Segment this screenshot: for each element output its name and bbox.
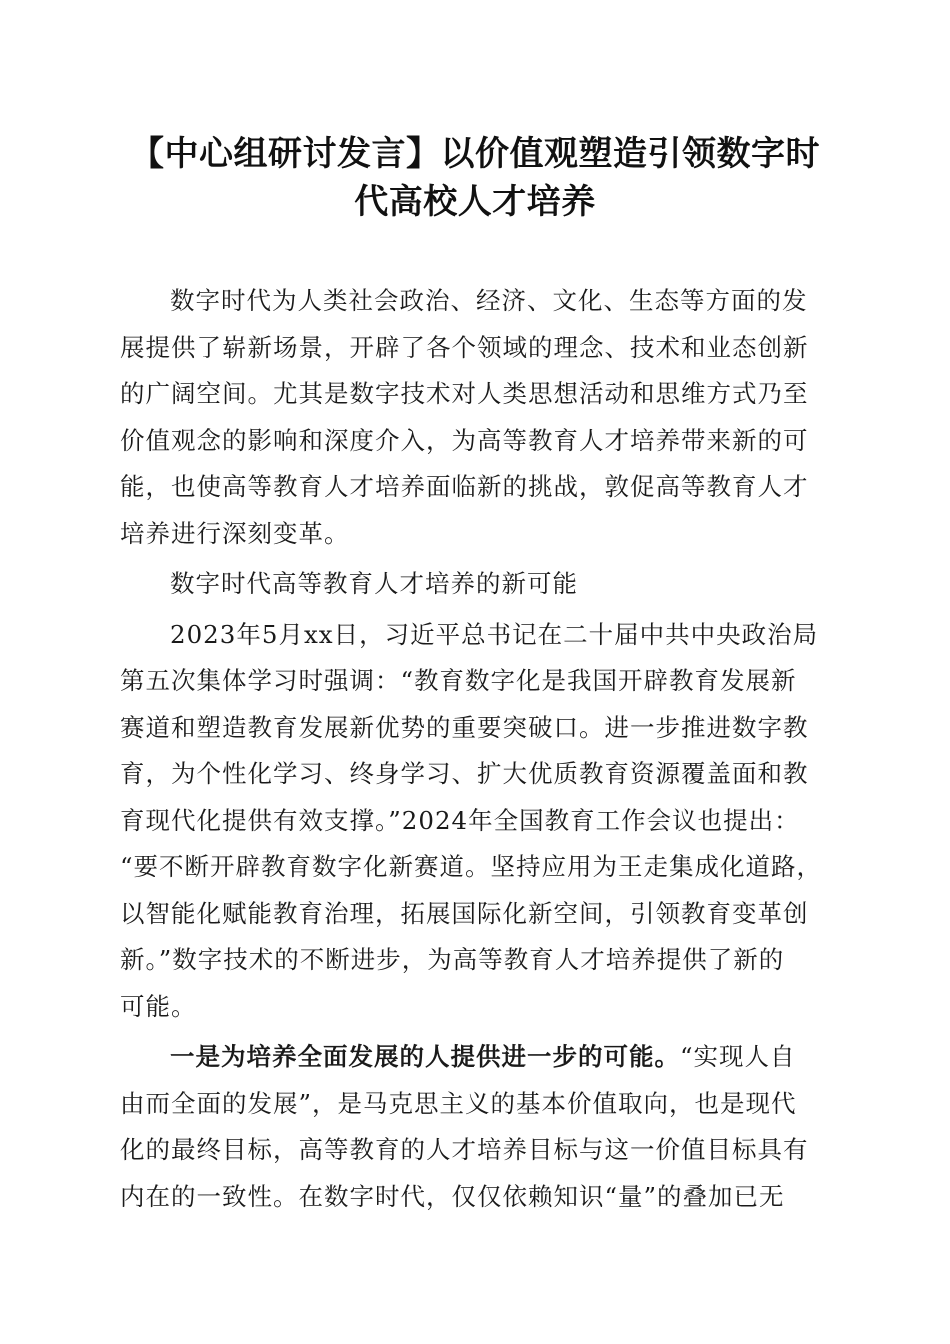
paragraph-policy [120, 612, 832, 1031]
section-heading-text: 数字时代高等教育人才培养的新可能 [170, 569, 578, 598]
paragraph-line: 可能。 [120, 991, 197, 1021]
paragraph-line [120, 1034, 832, 1081]
paragraph-line: 价值观念的影响和深度介入，为高等教育人才培养带来新的可 [120, 425, 809, 455]
paragraph-line: 数字时代为人类社会政治、经济、文化、生态等方面的发 [170, 286, 808, 315]
paragraph-line: 由而全面的发展”，是马克思主义的基本价值取向，也是现代 [120, 1088, 797, 1118]
title-line: 【中心组研讨发言】以价值观塑造引领数字时 [130, 134, 820, 174]
paragraph-lead-bold: 一是为培养全面发展的人提供进一步的可能。 [170, 1042, 680, 1071]
paragraph-line: 的广阔空间。尤其是数字技术对人类思想活动和思维方式乃至 [120, 379, 809, 408]
paragraph-line: 赛道和塑造教育发展新优势的重要突破口。进一步推进数字教 [120, 712, 809, 742]
paragraph-line: 内在的一致性。在数字时代，仅仅依赖知识“量”的叠加已无 [120, 1181, 785, 1211]
paragraph-line: 化的最终目标，高等教育的人才培养目标与这一价值目标具有 [120, 1135, 809, 1164]
paragraph-line-rest: “实现人自 [680, 1042, 796, 1071]
paragraph-point-one [120, 1034, 832, 1220]
section-heading [120, 561, 832, 608]
paragraph-line: 培养进行深刻变革。 [120, 518, 350, 548]
paragraph-line: 能，也使高等教育人才培养面临新的挑战，敦促高等教育人才 [120, 472, 809, 501]
paragraph-intro [120, 278, 832, 557]
paragraph-line: 育现代化提供有效支撑。”2024年全国教育工作会议也提出： [120, 805, 800, 835]
paragraph-line: 展提供了崭新场景，开辟了各个领域的理念、技术和业态创新 [120, 332, 809, 362]
paragraph-line: 新。”数字技术的不断进步，为高等教育人才培养提供了新的 [120, 945, 785, 974]
paragraph-line: 2023年5月xx日，习近平总书记在二十届中共中央政治局 [170, 619, 819, 649]
paragraph-line: 育，为个性化学习、终身学习、扩大优质教育资源覆盖面和教 [120, 759, 809, 788]
title-line: 代高校人才培养 [354, 182, 596, 222]
paragraph-line: “要不断开辟教育数字化新赛道。坚持应用为王走集成化道路， [120, 852, 823, 881]
paragraph-line: 以智能化赋能教育治理，拓展国际化新空间，引领教育变革创 [120, 898, 809, 928]
document-body [120, 278, 832, 1220]
document-title [115, 130, 835, 226]
paragraph-line: 第五次集体学习时强调：“教育数字化是我国开辟教育发展新 [120, 666, 797, 695]
